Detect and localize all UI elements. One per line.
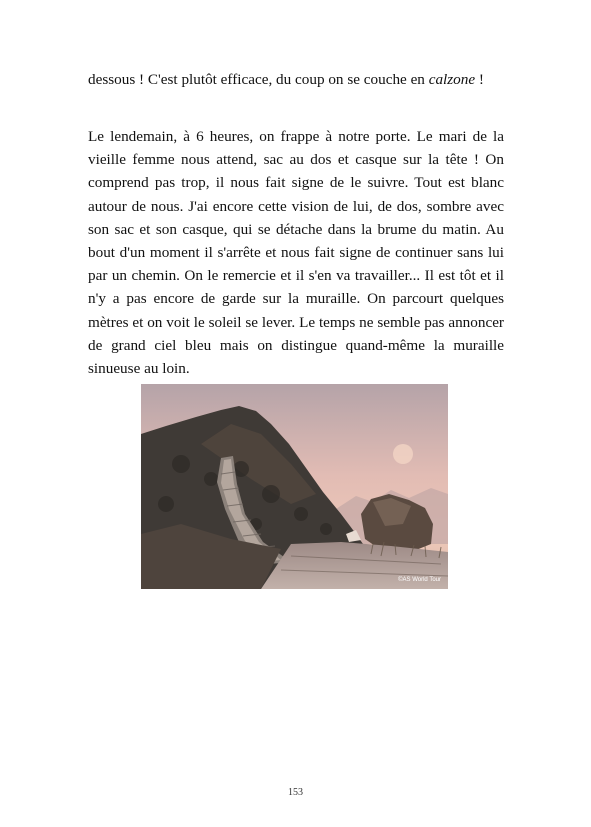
paragraph-2: Le lendemain, à 6 heures, on frappe à notre porte. Le mari de la vieille femme nous attend, sac au dos et casque sur la tête ! On comprend pas trop, il nous fait signe de le suivre. Tout est blanc autour de nous. J'ai encore cette vision de lui, de dos, sombre avec son sac et son casque, qui se détache dans la brume du matin. Au bout d'un moment il s'arrête et nous fait signe de continuer sans lui par un chemin. On le remercie et il s'en va travailler... Il est tôt et il n'y a pas encore de garde sur la muraille. On parcourt quelques mètres et on voit le soleil se lever. Le temps ne semble pas annoncer de grand ciel bleu mais on distingue quand-même la muraille sinueuse au loin.	[88, 128, 504, 378]
photo-watermark: ©AS World Tour	[398, 577, 441, 583]
paragraph-1-italic: calzone	[428, 71, 476, 88]
paragraph-1	[88, 68, 504, 91]
paragraph-1-end: !	[475, 71, 484, 88]
page-number: 153	[288, 787, 303, 798]
great-wall-photo	[141, 384, 448, 589]
paragraph-1-text: dessous ! C'est plutôt efficace, du coup on se couche en	[88, 71, 429, 88]
